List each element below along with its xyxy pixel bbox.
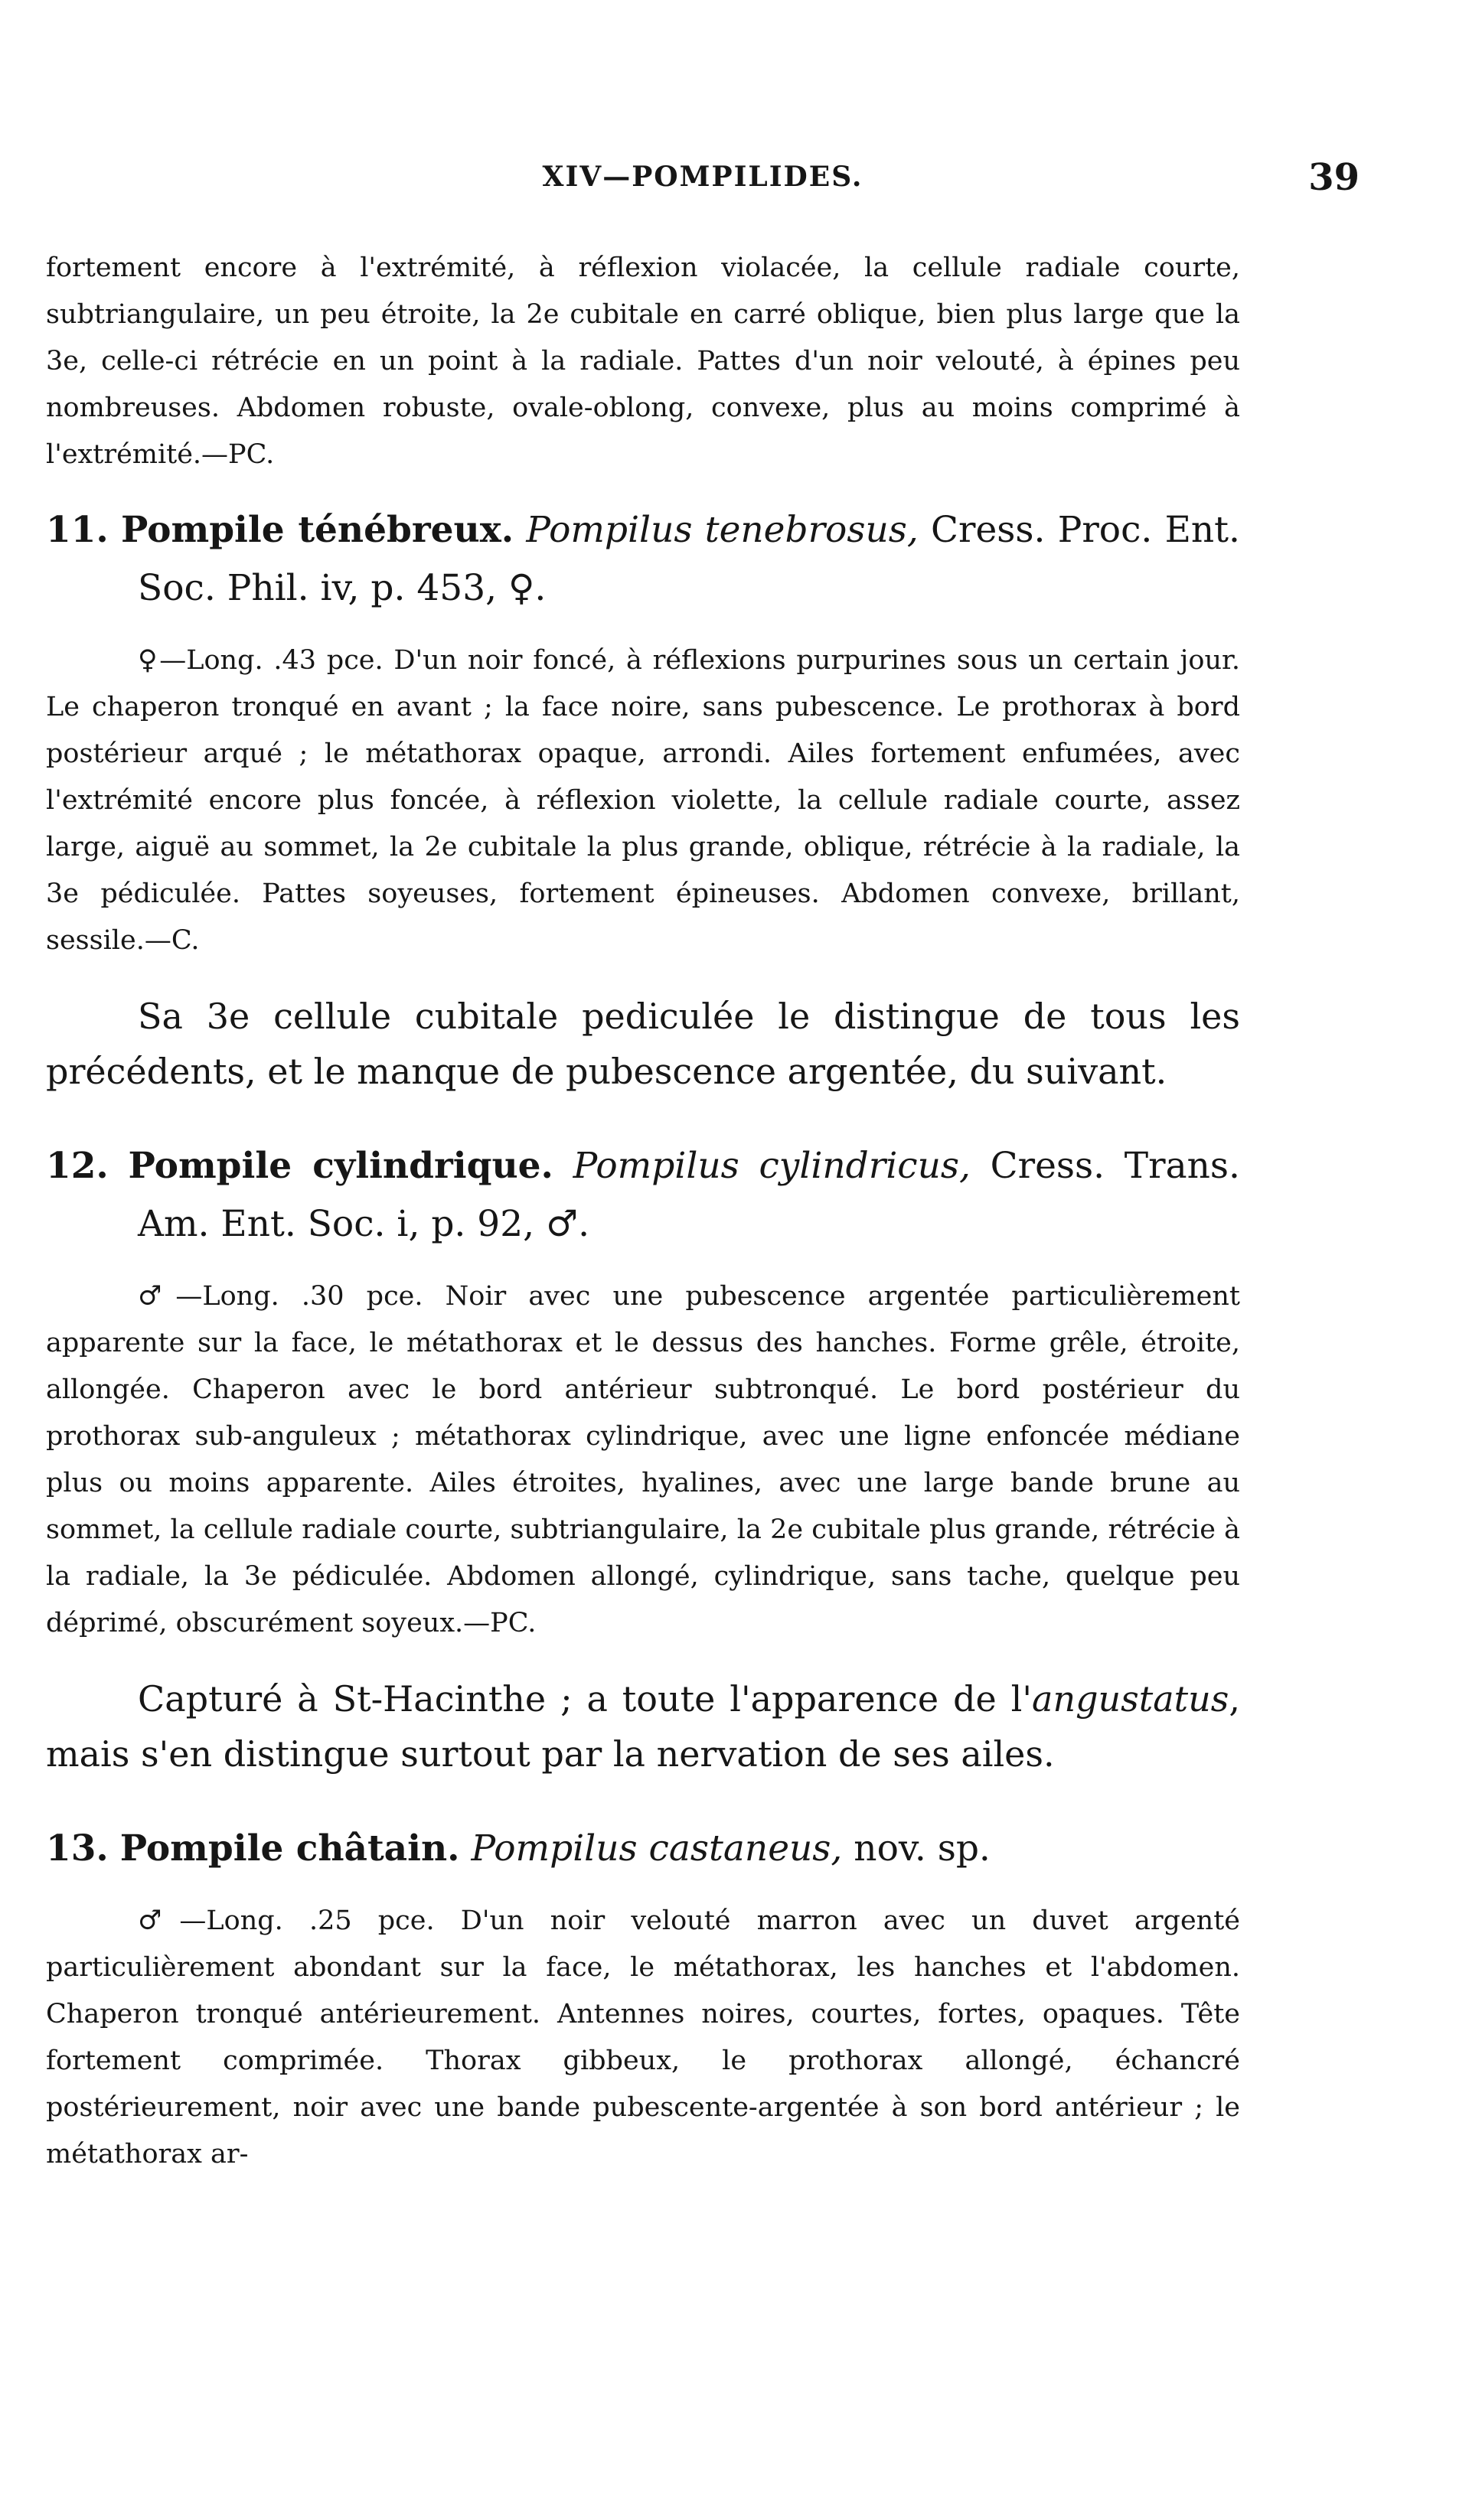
page-number: 39: [1308, 156, 1360, 199]
species-note-12: [46, 1671, 1240, 1782]
species-heading-12: [46, 1137, 1240, 1253]
note-text-italic: angustatus: [1032, 1678, 1229, 1720]
species-latin-name: Pompilus castaneus,: [471, 1827, 843, 1870]
species-description-11: ♀—Long. .43 pce. D'un noir foncé, à réflexions purpurines sous un certain jour. Le chaperon tronqué en avant ; la face noire, sans pubescence. Le prothorax à bord postérieur arqué ; le métathorax opaque, arrondi. Ailes fortement enfumées, avec l'extrémité encore plus foncée, à réflexion violette, la cellule radiale courte, assez large, aiguë au sommet, la 2e cubitale la plus grande, oblique, rétrécie à la radiale, la 3e pédiculée. Pattes soyeuses, fortement épineuses. Abdomen convexe, brillant, sessile.—C.: [46, 645, 1240, 956]
note-text-end: , mais s'en distingue surtout par la nervation de ses ailes.: [46, 1678, 1240, 1775]
species-number: 13.: [46, 1827, 109, 1870]
page-body: [46, 245, 1240, 2178]
species-description-12: ♂—Long. .30 pce. Noir avec une pubescence argentée particulièrement apparente sur la face, le métathorax et le dessus des hanches. Forme grêle, étroite, allongée. Chaperon avec le bord antérieur subtronqué. Le bord postérieur du prothorax sub-anguleux ; métathorax cylindrique, avec une ligne enfoncée médiane plus ou moins apparente. Ailes étroites, hyalines, avec une large bande brune au sommet, la cellule radiale courte, subtriangulaire, la 2e cubitale plus grande, rétrécie à la radiale, la 3e pédiculée. Abdomen allongé, cylindrique, sans tache, quelque peu déprimé, obscurément soyeux.—PC.: [46, 1281, 1240, 1638]
species-heading-11: [46, 501, 1240, 618]
species-number: 11.: [46, 509, 109, 551]
species-reference: Cress. Proc. Ent. Soc. Phil. iv, p. 453, ♀.: [138, 509, 1240, 609]
note-text-start: Capturé à St-Hacinthe ; a toute l'apparence de l': [138, 1678, 1033, 1720]
species-latin-name: Pompilus cylindricus,: [573, 1145, 971, 1187]
species-note-11: Sa 3e cellule cubitale pediculée le distingue de tous les précédents, et le manque de pubescence argentée, du suivant.: [46, 996, 1240, 1092]
species-latin-name: Pompilus tenebrosus,: [526, 509, 919, 551]
species-reference: Cress. Trans. Am. Ent. Soc. i, p. 92, ♂.: [138, 1145, 1240, 1245]
species-number: 12.: [46, 1145, 109, 1187]
page-header: [46, 156, 1360, 207]
species-description-13: ♂—Long. .25 pce. D'un noir velouté marron avec un duvet argenté particulièrement abondant sur la face, le métathorax, les hanches et l'abdomen. Chaperon tronqué antérieurement. Antennes noires, courtes, fortes, opaques. Tête fortement comprimée. Thorax gibbeux, le prothorax allongé, échancré postérieurement, noir avec une bande pubescente-argentée à son bord antérieur ; le métathorax ar-: [46, 1905, 1240, 2170]
species-french-name: Pompile ténébreux.: [121, 509, 514, 551]
species-french-name: Pompile cylindrique.: [128, 1145, 553, 1187]
paragraph-continuation: fortement encore à l'extrémité, à réflexion violacée, la cellule radiale courte, subtriangulaire, un peu étroite, la 2e cubitale en carré oblique, bien plus large que la 3e, celle-ci rétrécie en un point à la radiale. Pattes d'un noir velouté, à épines peu nombreuses. Abdomen robuste, ovale-oblong, convexe, plus au moins comprimé à l'extrémité.—PC.: [46, 253, 1240, 470]
running-head: XIV—POMPILIDES.: [542, 161, 863, 193]
species-reference: nov. sp.: [854, 1827, 991, 1870]
species-heading-13: [46, 1820, 1240, 1878]
species-french-name: Pompile châtain.: [119, 1827, 460, 1870]
